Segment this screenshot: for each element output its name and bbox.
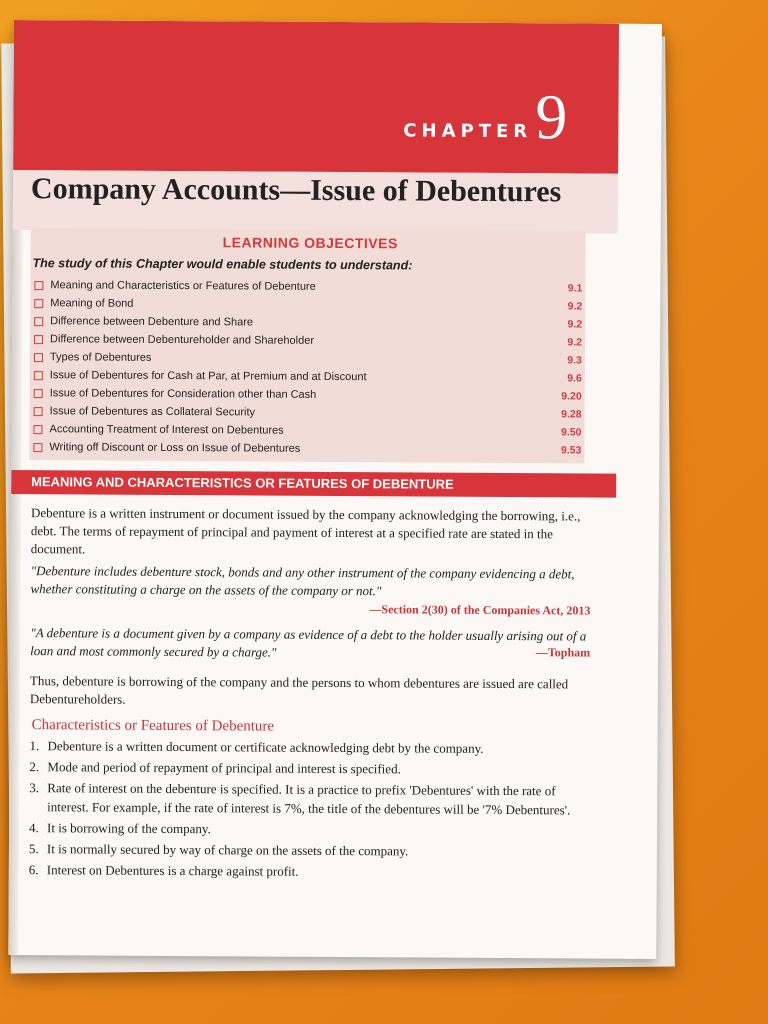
feature-text: Mode and period of repayment of principal and interest is specified.	[47, 759, 401, 777]
feature-number: 3.	[29, 780, 40, 796]
feature-number: 1.	[29, 738, 40, 754]
feature-number: 5.	[28, 841, 39, 857]
feature-item	[30, 736, 590, 758]
objective-page: 9.6	[567, 372, 582, 385]
objective-text: Writing off Discount or Loss on Issue of Debentures	[49, 441, 301, 455]
checkbox-icon	[34, 407, 43, 416]
objective-page: 9.2	[567, 300, 583, 313]
book-page	[8, 20, 662, 959]
section-heading-bar: MEANING AND CHARACTERISTICS OR FEATURES OF DEBENTURE	[11, 470, 616, 498]
checkbox-icon	[34, 389, 43, 398]
checkbox-icon	[34, 299, 43, 308]
objective-item	[33, 438, 581, 459]
learning-objectives-intro: The study of this Chapter would enable students to understand:	[32, 256, 413, 273]
objective-page: 9.50	[561, 426, 582, 439]
checkbox-icon	[34, 317, 43, 326]
objective-text: Meaning and Characteristics or Features of Debenture	[50, 279, 316, 293]
topham-quote: "A debenture is a document given by a company as evidence of a debt to the holder usually arising out of a loan and most commonly secured by a charge."	[30, 625, 587, 660]
chapter-title: Company Accounts—Issue of Debentures	[30, 172, 562, 209]
checkbox-icon	[33, 425, 42, 434]
feature-item	[29, 818, 589, 840]
feature-item	[29, 860, 589, 882]
objective-page: 9.53	[560, 444, 582, 457]
checkbox-icon	[34, 353, 43, 362]
chapter-banner	[13, 20, 619, 174]
feature-item	[29, 757, 589, 779]
objective-text: Difference between Debenture and Share	[50, 315, 254, 329]
objective-page: 9.3	[567, 354, 582, 367]
feature-number: 4.	[29, 820, 39, 836]
learning-objectives-list	[33, 276, 582, 459]
definition-paragraph: Debenture is a written instrument or document issued by the company acknowledging the borrowing, i.e., debt. The terms of repayment of principal and payment of interest at a specified rate are stated in the document.	[30, 505, 581, 557]
feature-item	[29, 839, 589, 861]
objective-text: Issue of Debentures for Cash at Par, at Premium and at Discount	[49, 369, 367, 384]
feature-number: 2.	[29, 759, 40, 775]
objective-text: Difference between Debentureholder and Shareholder	[50, 333, 315, 347]
checkbox-icon	[34, 371, 43, 380]
debentureholders-paragraph: Thus, debenture is borrowing of the company and the persons to whom debentures are issued are called Debentureholders.	[29, 673, 569, 707]
chapter-number: 9	[535, 81, 568, 153]
learning-objectives-heading: LEARNING OBJECTIVES	[222, 234, 398, 252]
objective-page: 9.2	[567, 318, 583, 331]
checkbox-icon	[34, 281, 43, 290]
features-list	[29, 736, 590, 884]
objective-page: 9.28	[561, 408, 582, 421]
objective-text: Issue of Debentures as Collateral Security	[49, 405, 256, 419]
feature-text: Interest on Debentures is a charge against profit.	[46, 862, 299, 879]
features-heading: Characteristics or Features of Debenture	[31, 717, 275, 735]
chapter-label: CHAPTER	[403, 120, 533, 143]
quote-source-topham: —Topham	[535, 645, 591, 660]
checkbox-icon	[34, 335, 43, 344]
feature-text: It is normally secured by way of charge on the assets of the company.	[46, 841, 409, 859]
objective-text: Meaning of Bond	[50, 297, 134, 310]
feature-item	[29, 778, 589, 819]
objective-text: Accounting Treatment of Interest on Debentures	[49, 423, 284, 437]
quote-source-companies-act: —Section 2(30) of the Companies Act, 2013	[369, 602, 591, 618]
checkbox-icon	[33, 443, 42, 452]
feature-text: Debenture is a written document or certificate acknowledging debt by the company.	[47, 738, 484, 756]
feature-text: Rate of interest on the debenture is specified. It is a practice to prefix 'Debentures' with the rate of interest. For example, if the rate of interest is 7%, the title of the debentures will be '7% Debentures'.	[47, 780, 571, 818]
objective-text: Types of Debentures	[49, 351, 152, 364]
feature-number: 6.	[28, 862, 39, 878]
feature-text: It is borrowing of the company.	[47, 820, 211, 837]
objective-page: 9.1	[567, 282, 583, 295]
objective-text: Issue of Debentures for Consideration other than Cash	[49, 387, 317, 401]
objective-page: 9.20	[561, 390, 582, 403]
objective-page: 9.2	[567, 336, 583, 349]
companies-act-quote: "Debenture includes debenture stock, bonds and any other instrument of the company evidencing a debt, whether constituting a charge on the assets of the company or not."	[30, 563, 575, 599]
